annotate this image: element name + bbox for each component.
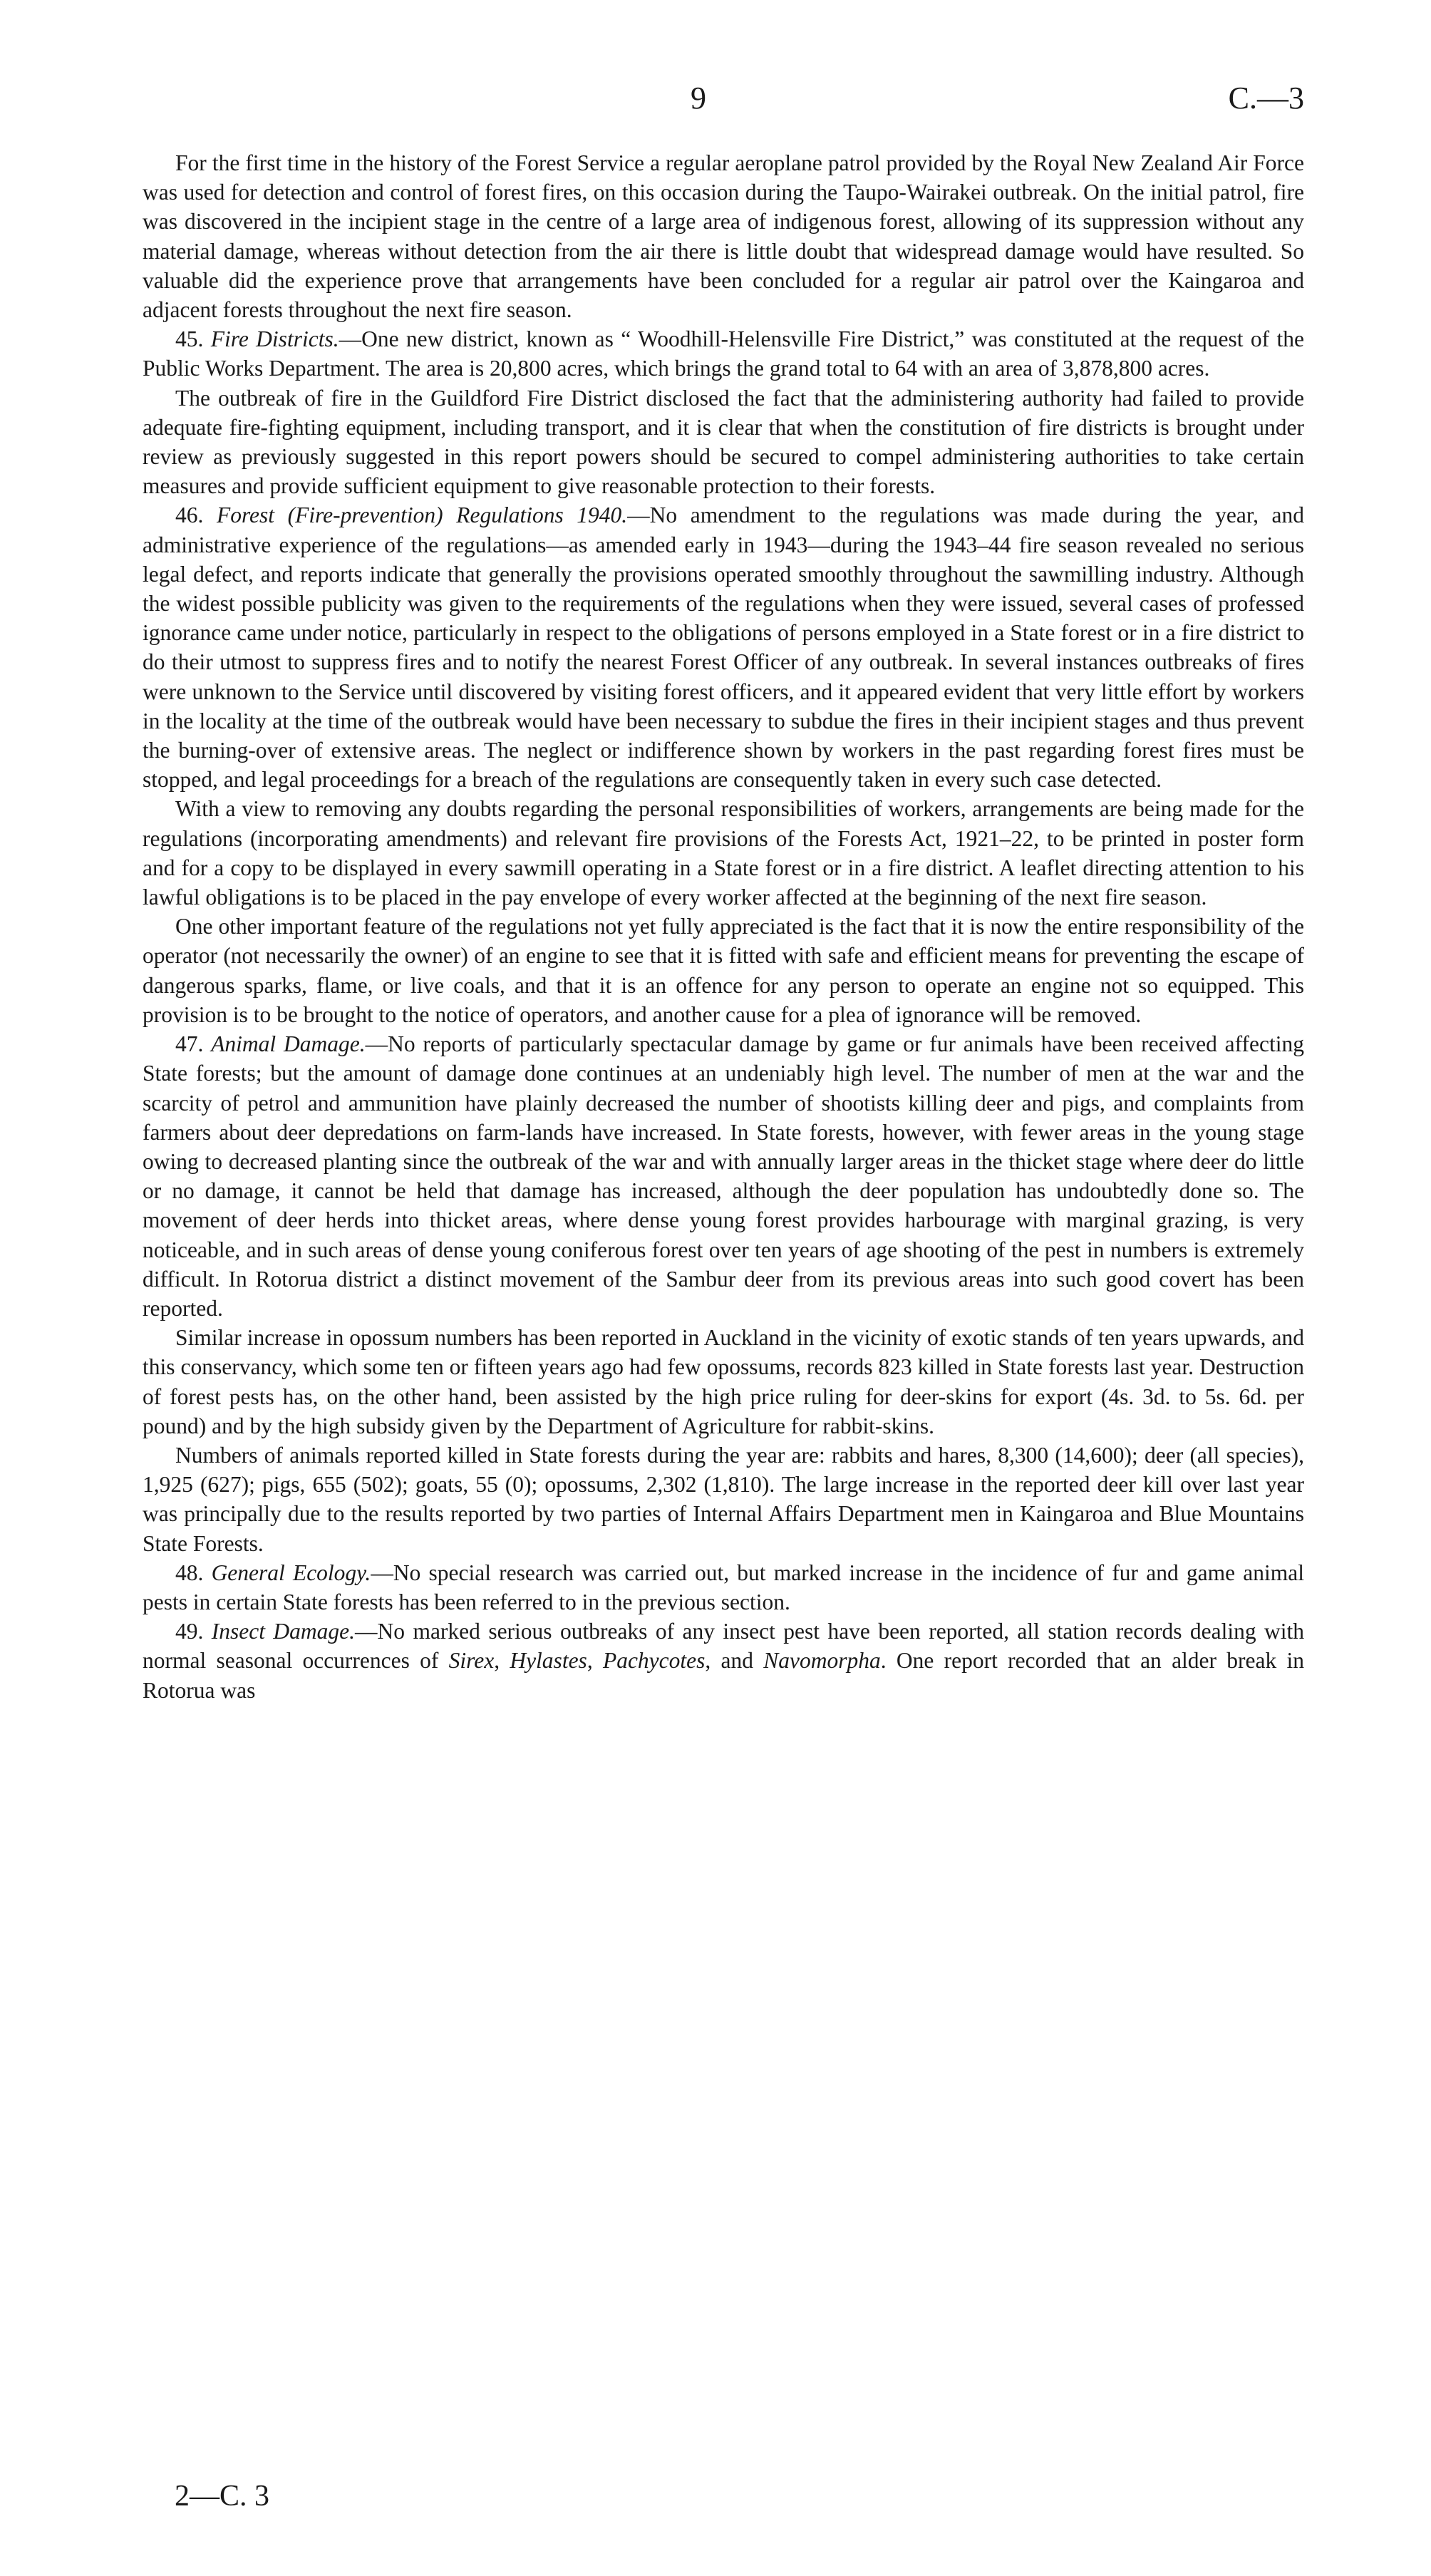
- section-heading: Fire Districts.: [210, 326, 339, 352]
- paragraph-section-46: 46. Forest (Fire-prevention) Regulations 1940.—No amendment to the regulations was made during the year, and administrative experience of the regulations—as amended early in 1943—during the 1943–44 fire season revealed no serious legal defect, and reports indicate that generally the provisions operated smoothly throughout the sawmilling industry. Although the widest possible publicity was given to the requirements of the regulations when they were issued, several cases of professed ignorance came under notice, particularly in respect to the obligations of persons employed in a State forest or in a fire district to do their utmost to suppress fires and to notify the nearest Forest Officer of any outbreak. In several instances outbreaks of fires were unknown to the Service until discovered by visiting forest officers, and it appeared evident that very little effort by workers in the locality at the time of the outbreak would have been necessary to subdue the fires in their incipient stages and thus prevent the burning-over of extensive areas. The neglect or indifference shown by workers in the past regarding forest fires must be stopped, and legal proceedings for a breach of the regulations are consequently taken in every such case detected.: [143, 503, 1304, 793]
- paragraph: With a view to removing any doubts regarding the personal responsibilities of workers, arrangements are being made for the regulations (incorporating amendments) and relevant fire provisions of the Forests Act, 1921–22, to be printed in poster form and for a copy to be displayed in every sawmill operating in a State forest or in a fire district. A leaflet directing attention to his lawful obligations is to be placed in the pay envelope of every worker affected at the beginning of the next fire season.: [143, 796, 1304, 910]
- document-body: [143, 148, 1304, 1705]
- paragraph-section-45: 45. Fire Districts.—One new district, known as “ Woodhill-Helensville Fire District,” was constituted at the request of the Public Works Department. The area is 20,800 acres, which brings the grand total to 64 with an area of 3,878,800 acres.: [143, 326, 1304, 381]
- genus-name: Pachycotes: [602, 1648, 706, 1674]
- section-heading: General Ecology.: [211, 1560, 371, 1585]
- section-heading: Forest (Fire-prevention) Regulations 1940.: [216, 503, 628, 528]
- paragraph-section-48: 48. General Ecology.—No special research was carried out, but marked increase in the incidence of fur and game animal pests in certain State forests has been referred to in the previous section.: [143, 1560, 1304, 1614]
- paragraph: Similar increase in opossum numbers has been reported in Auckland in the vicinity of exotic stands of ten years upwards, and this conservancy, which some ten or fifteen years ago had few opossums, records 823 killed in State forests last year. Destruction of forest pests has, on the other hand, been assisted by the high price ruling for deer-skins for export (4s. 3d. to 5s. 6d. per pound) and by the high subsidy given by the Department of Agriculture for rabbit-skins.: [143, 1325, 1304, 1438]
- paragraph-section-49: 49. Insect Damage.—No marked serious outbreaks of any insect pest have been reported, all station records dealing with normal seasonal occurrences of Sirex, Hylastes, Pachycotes, and Navomorpha. One report recorded that an alder break in Rotorua was: [143, 1619, 1304, 1703]
- paragraph-section-47: 47. Animal Damage.—No reports of particularly spectacular damage by game or fur animals have been received affecting State forests; but the amount of damage done continues at an undeniably high level. The number of men at the war and the scarcity of petrol and ammunition have plainly decreased the number of shootists killing deer and pigs, and complaints from farmers about deer depredations on farm-lands have increased. In State forests, however, with fewer areas in the young stage owing to decreased planting since the outbreak of the war and with annually larger areas in the thicket stage where deer do little or no damage, it cannot be held that damage has increased, although the deer population has undoubtedly done so. The movement of deer herds into thicket areas, where dense young forest provides harbourage with marginal grazing, is very noticeable, and in such areas of dense young coniferous forest over ten years of age shooting of the pest in numbers is extremely difficult. In Rotorua district a distinct movement of the Sambur deer from its previous areas into such good covert has been reported.: [143, 1031, 1304, 1321]
- page-number: 9: [691, 81, 706, 115]
- section-heading: Animal Damage.: [211, 1031, 366, 1057]
- genus-name: Hylastes: [510, 1648, 587, 1674]
- printer-signature: 2—C. 3: [175, 2480, 270, 2513]
- section-heading: Insect Damage.: [211, 1619, 356, 1644]
- paragraph: The outbreak of fire in the Guildford Fire District disclosed the fact that the administering authority had failed to provide adequate fire-fighting equipment, including transport, and it is clear that when the constitution of fire districts is brought under review as previously suggested in this report powers should be secured to compel administering authorities to take certain measures and provide sufficient equipment to give reasonable protection to their forests.: [143, 385, 1304, 499]
- paragraph: For the first time in the history of the Forest Service a regular aeroplane patrol provided by the Royal New Zealand Air Force was used for detection and control of forest fires, on this occasion during the Taupo-Wairakei outbreak. On the initial patrol, fire was discovered in the incipient stage in the centre of a large area of indigenous forest, allowing of its suppression without any material damage, whereas without detection from the air there is little doubt that widespread damage would have resulted. So valuable did the experience prove that arrangements have been concluded for a regular air patrol over the Kaingaroa and adjacent forests throughout the next fire season.: [143, 150, 1304, 323]
- document-reference: C.—3: [1228, 81, 1304, 115]
- genus-name: Navomorpha: [763, 1648, 881, 1674]
- paragraph: One other important feature of the regulations not yet fully appreciated is the fact that it is now the entire responsibility of the operator (not necessarily the owner) of an engine to see that it is fitted with safe and efficient means for preventing the escape of dangerous sparks, flame, or live coals, and that it is an offence for any person to operate an engine not so equipped. This provision is to be brought to the notice of operators, and another cause for a plea of ignorance will be removed.: [143, 914, 1304, 1027]
- genus-name: Sirex: [448, 1648, 495, 1674]
- paragraph: Numbers of animals reported killed in State forests during the year are: rabbits and hares, 8,300 (14,600); deer (all species), 1,925 (627); pigs, 655 (502); goats, 55 (0); opossums, 2,302 (1,810). The large increase in the reported deer kill over last year was principally due to the results reported by two parties of Internal Affairs Department men in Kaingaroa and Blue Mountains State Forests.: [143, 1442, 1304, 1556]
